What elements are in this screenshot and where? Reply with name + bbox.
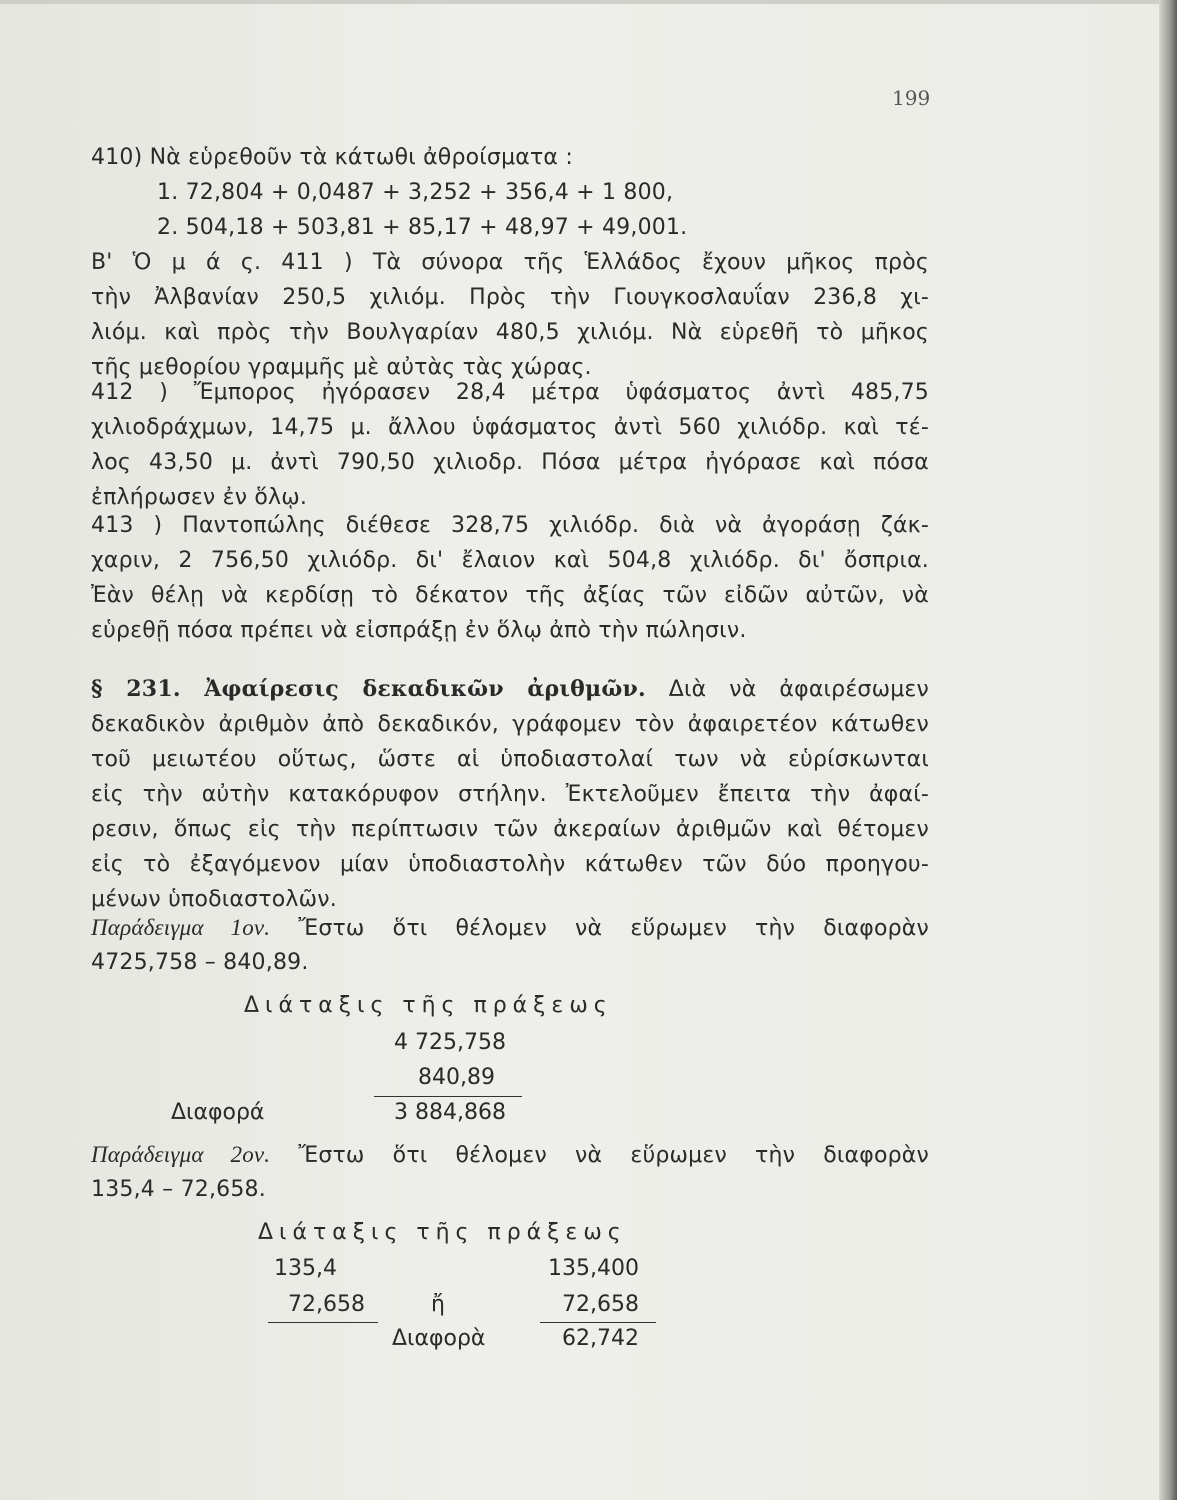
section-231-line: εἰς τὸ ἐξαγόμενον μίαν ὑποδιαστολὴν κάτωθεν τῶν δύο προηγου- (91, 852, 929, 877)
ex412-line: λος 43,50 μ. ἀντὶ 790,50 χιλιοδρ. Πόσα μέτρα ἠγόρασε καὶ πόσα (91, 450, 929, 475)
example1-text: Ἔστω ὅτι θέλομεν νὰ εὕρωμεν τὴν διαφορὰν (298, 916, 929, 941)
example1-label: Παράδειγμα 1ον. (91, 915, 271, 940)
section-231 (91, 672, 929, 917)
section-231-line: δεκαδικὸν ἀριθμὸν ἀπὸ δεκαδικόν, γράφομεν τὸν ἀφαιρετέον κάτωθεν (91, 712, 929, 737)
ex410-row1: 1. 72,804 + 0,0487 + 3,252 + 356,4 + 1 800, (157, 180, 674, 205)
section-231-line: εἰς τὴν αὐτὴν κατακόρυφον στήλην. Ἐκτελοῦμεν ἔπειτα τὴν ἀφαί- (91, 782, 929, 807)
section-231-line: τοῦ μειωτέου οὕτως, ὥστε αἱ ὑποδιαστολαί των νὰ εὑρίσκωνται (91, 747, 929, 772)
section-231-first-line (91, 672, 929, 707)
example1-layout-title: Διάταξις τῆς πράξεως (244, 993, 613, 1018)
example1-intro (91, 910, 929, 945)
ex411-line: Β' Ὁ μ ά ς. 411 ) Τὰ σύνορα τῆς Ἑλλάδος ἔχουν μῆκος πρὸς (91, 250, 929, 275)
example1-sum-rule (374, 1096, 522, 1097)
example1-expr: 4725,758 – 840,89. (91, 950, 309, 975)
section-231-line: μένων ὑποδιαστολῶν. (91, 887, 337, 912)
example2-left-subtrahend: 72,658 (288, 1292, 365, 1317)
exercise-413 (91, 508, 929, 648)
example2-right-minuend: 135,400 (548, 1256, 639, 1281)
exercise-412 (91, 375, 929, 515)
exercise-410 (91, 140, 929, 245)
section-231-heading: § 231. Ἀφαίρεσις δεκαδικῶν ἀριθμῶν. (91, 676, 646, 702)
ex410-intro: 410) Νὰ εὑρεθοῦν τὰ κάτωθι ἀθροίσματα : (91, 145, 573, 170)
ex413-line: χαριν, 2 756,50 χιλιόδρ. δι' ἔλαιον καὶ 504,8 χιλιόδρ. δι' ὄσπρια. (91, 548, 929, 573)
example1-subtrahend: 840,89 (418, 1065, 495, 1090)
example2-left-rule (268, 1322, 378, 1323)
ex412-line: ἐπλήρωσεν ἐν ὅλῳ. (91, 485, 308, 510)
example2-intro (91, 1137, 929, 1172)
example1-difference: 3 884,868 (394, 1100, 506, 1125)
exercise-411 (91, 245, 929, 385)
example2-right-rule (540, 1322, 656, 1323)
example2-expr: 135,4 – 72,658. (91, 1177, 266, 1202)
section-231-first-tail: Διὰ νὰ ἀφαιρέσωμεν (668, 677, 929, 702)
example-2 (91, 1137, 929, 1207)
ex412-line: χιλιοδράχμων, 14,75 μ. ἄλλου ὑφάσματος ἀντὶ 560 χιλιόδρ. καὶ τέ- (91, 415, 929, 440)
example-1 (91, 910, 929, 980)
example1-diff-label: Διαφορά (171, 1100, 265, 1125)
example2-left-minuend: 135,4 (274, 1256, 337, 1281)
example2-or-word: ἤ (431, 1292, 445, 1317)
example1-minuend: 4 725,758 (394, 1030, 506, 1055)
example2-label: Παράδειγμα 2ον. (91, 1142, 271, 1167)
ex410-row2: 2. 504,18 + 503,81 + 85,17 + 48,97 + 49,001. (157, 215, 688, 240)
ex412-line: 412 ) Ἔμπορος ἠγόρασεν 28,4 μέτρα ὑφάσματος ἀντὶ 485,75 (91, 380, 929, 405)
page-top-edge (0, 0, 1177, 4)
example2-diff-label: Διαφορὰ (392, 1326, 486, 1351)
section-231-line: ρεσιν, ὅπως εἰς τὴν περίπτωσιν τῶν ἀκεραίων ἀριθμῶν καὶ θέτομεν (91, 817, 929, 842)
page-number: 199 (892, 86, 931, 110)
example2-layout-title: Διάταξις τῆς πράξεως (258, 1220, 627, 1245)
ex411-line: λιόμ. καὶ πρὸς τὴν Βουλγαρίαν 480,5 χιλιόμ. Νὰ εὑρεθῆ τὸ μῆκος (91, 320, 929, 345)
ex413-line: εὑρεθῇ πόσα πρέπει νὰ εἰσπράξῃ ἐν ὅλῳ ἀπὸ τὴν πώλησιν. (91, 618, 747, 643)
example2-right-subtrahend: 72,658 (562, 1292, 639, 1317)
example2-difference: 62,742 (562, 1326, 639, 1351)
example2-text: Ἔστω ὅτι θέλομεν νὰ εὕρωμεν τὴν διαφορὰν (298, 1143, 929, 1168)
ex413-line: 413 ) Παντοπώλης διέθεσε 328,75 χιλιόδρ. διὰ νὰ ἀγοράσῃ ζάκ- (91, 513, 929, 538)
page-binding-edge (1159, 0, 1177, 1500)
ex411-line: τὴν Ἀλβανίαν 250,5 χιλιόμ. Πρὸς τὴν Γιουγκοσλαυΐαν 236,8 χι- (91, 285, 929, 310)
ex411-line: τῆς μεθορίου γραμμῆς μὲ αὐτὰς τὰς χώρας. (91, 355, 592, 380)
ex413-line: Ἐὰν θέλῃ νὰ κερδίσῃ τὸ δέκατον τῆς ἀξίας τῶν εἰδῶν αὐτῶν, νὰ (91, 583, 929, 608)
